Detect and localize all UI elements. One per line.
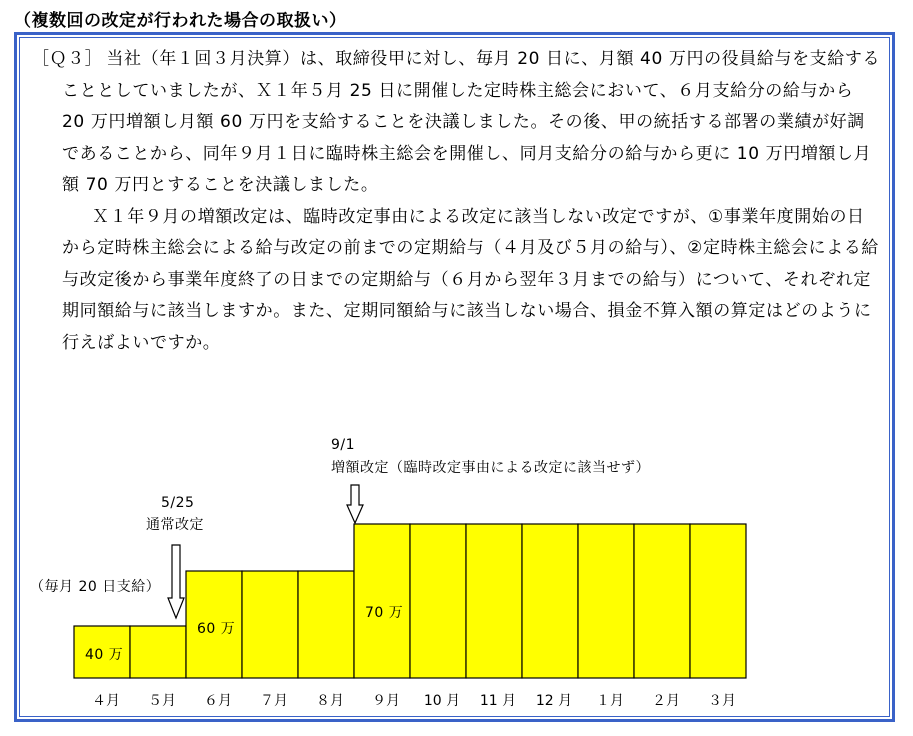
month-label: ９月 (372, 693, 400, 709)
event-9-1-date: 9/1 (331, 437, 356, 453)
salary-bar-11 (634, 524, 690, 678)
salary-bar-12 (690, 524, 746, 678)
month-label: ５月 (148, 693, 176, 709)
month-label: ８月 (316, 693, 344, 709)
month-label: 12 月 (535, 693, 573, 709)
month-label: 11 月 (479, 693, 517, 709)
salary-bar-9 (522, 524, 578, 678)
month-label: ６月 (204, 693, 232, 709)
event-5-25-date: 5/25 (161, 495, 195, 511)
month-label: ４月 (92, 693, 120, 709)
payment-day-note: （毎月 20 日支給） (30, 579, 161, 595)
salary-bar-8 (466, 524, 522, 678)
month-label: ７月 (260, 693, 288, 709)
arrow-5-25-icon (168, 545, 184, 618)
question-paragraph-2: Ｘ１年９月の増額改定は、臨時改定事由による改定に該当しない改定ですが、①事業年度開始の日から定時株主総会による給与改定の前までの定期給与（４月及び５月の給与）、②定時株主総会による給与改定後から事業年度終了の日までの定期給与（６月から翌年３月までの給与）について、それぞれ定期同額給与に該当しますか。また、定期同額給与に該当しない場合、損金不算入額の算定はどのように行えばよいですか。 (62, 206, 879, 353)
month-label: ２月 (652, 693, 680, 709)
event-5-25-label: 通常改定 (146, 517, 204, 533)
amount-label-60: 60 万 (197, 621, 236, 637)
salary-bar-4 (242, 571, 298, 678)
amount-label-70: 70 万 (365, 605, 404, 621)
amount-label-40: 40 万 (85, 647, 124, 663)
section-heading: （複数回の改定が行われた場合の取扱い） (14, 11, 347, 31)
arrow-9-1-icon (347, 485, 363, 523)
question-paragraph-1-text: 当社（年１回３月決算）は、取締役甲に対し、毎月 20 日に、月額 40 万円の役員給与を支給することとしていましたが、Ｘ１年５月 25 日に開催した定時株主総会において、６月支給分の給与から 20 万円増額し月額 60 万円を支給することを決議しました。その後、甲の統括する部署の業績が好調であることから、同年９月１日に臨時株主総会を開催し、同月支給分の給与から更に 10 万円増額し月額 70 万円とすることを決議しました。 (62, 49, 881, 195)
salary-bar-10 (578, 524, 634, 678)
month-label: ３月 (708, 693, 736, 709)
salary-bar-6 (354, 524, 410, 678)
salary-bar-5 (298, 571, 354, 678)
event-9-1-label: 増額改定（臨時改定事由による改定に該当せず） (331, 460, 650, 476)
salary-bar-2 (130, 626, 186, 678)
month-label: １月 (596, 693, 624, 709)
question-label: ［Ｑ３］ (32, 49, 103, 69)
salary-bar-7 (410, 524, 466, 678)
month-label: 10 月 (423, 693, 461, 709)
